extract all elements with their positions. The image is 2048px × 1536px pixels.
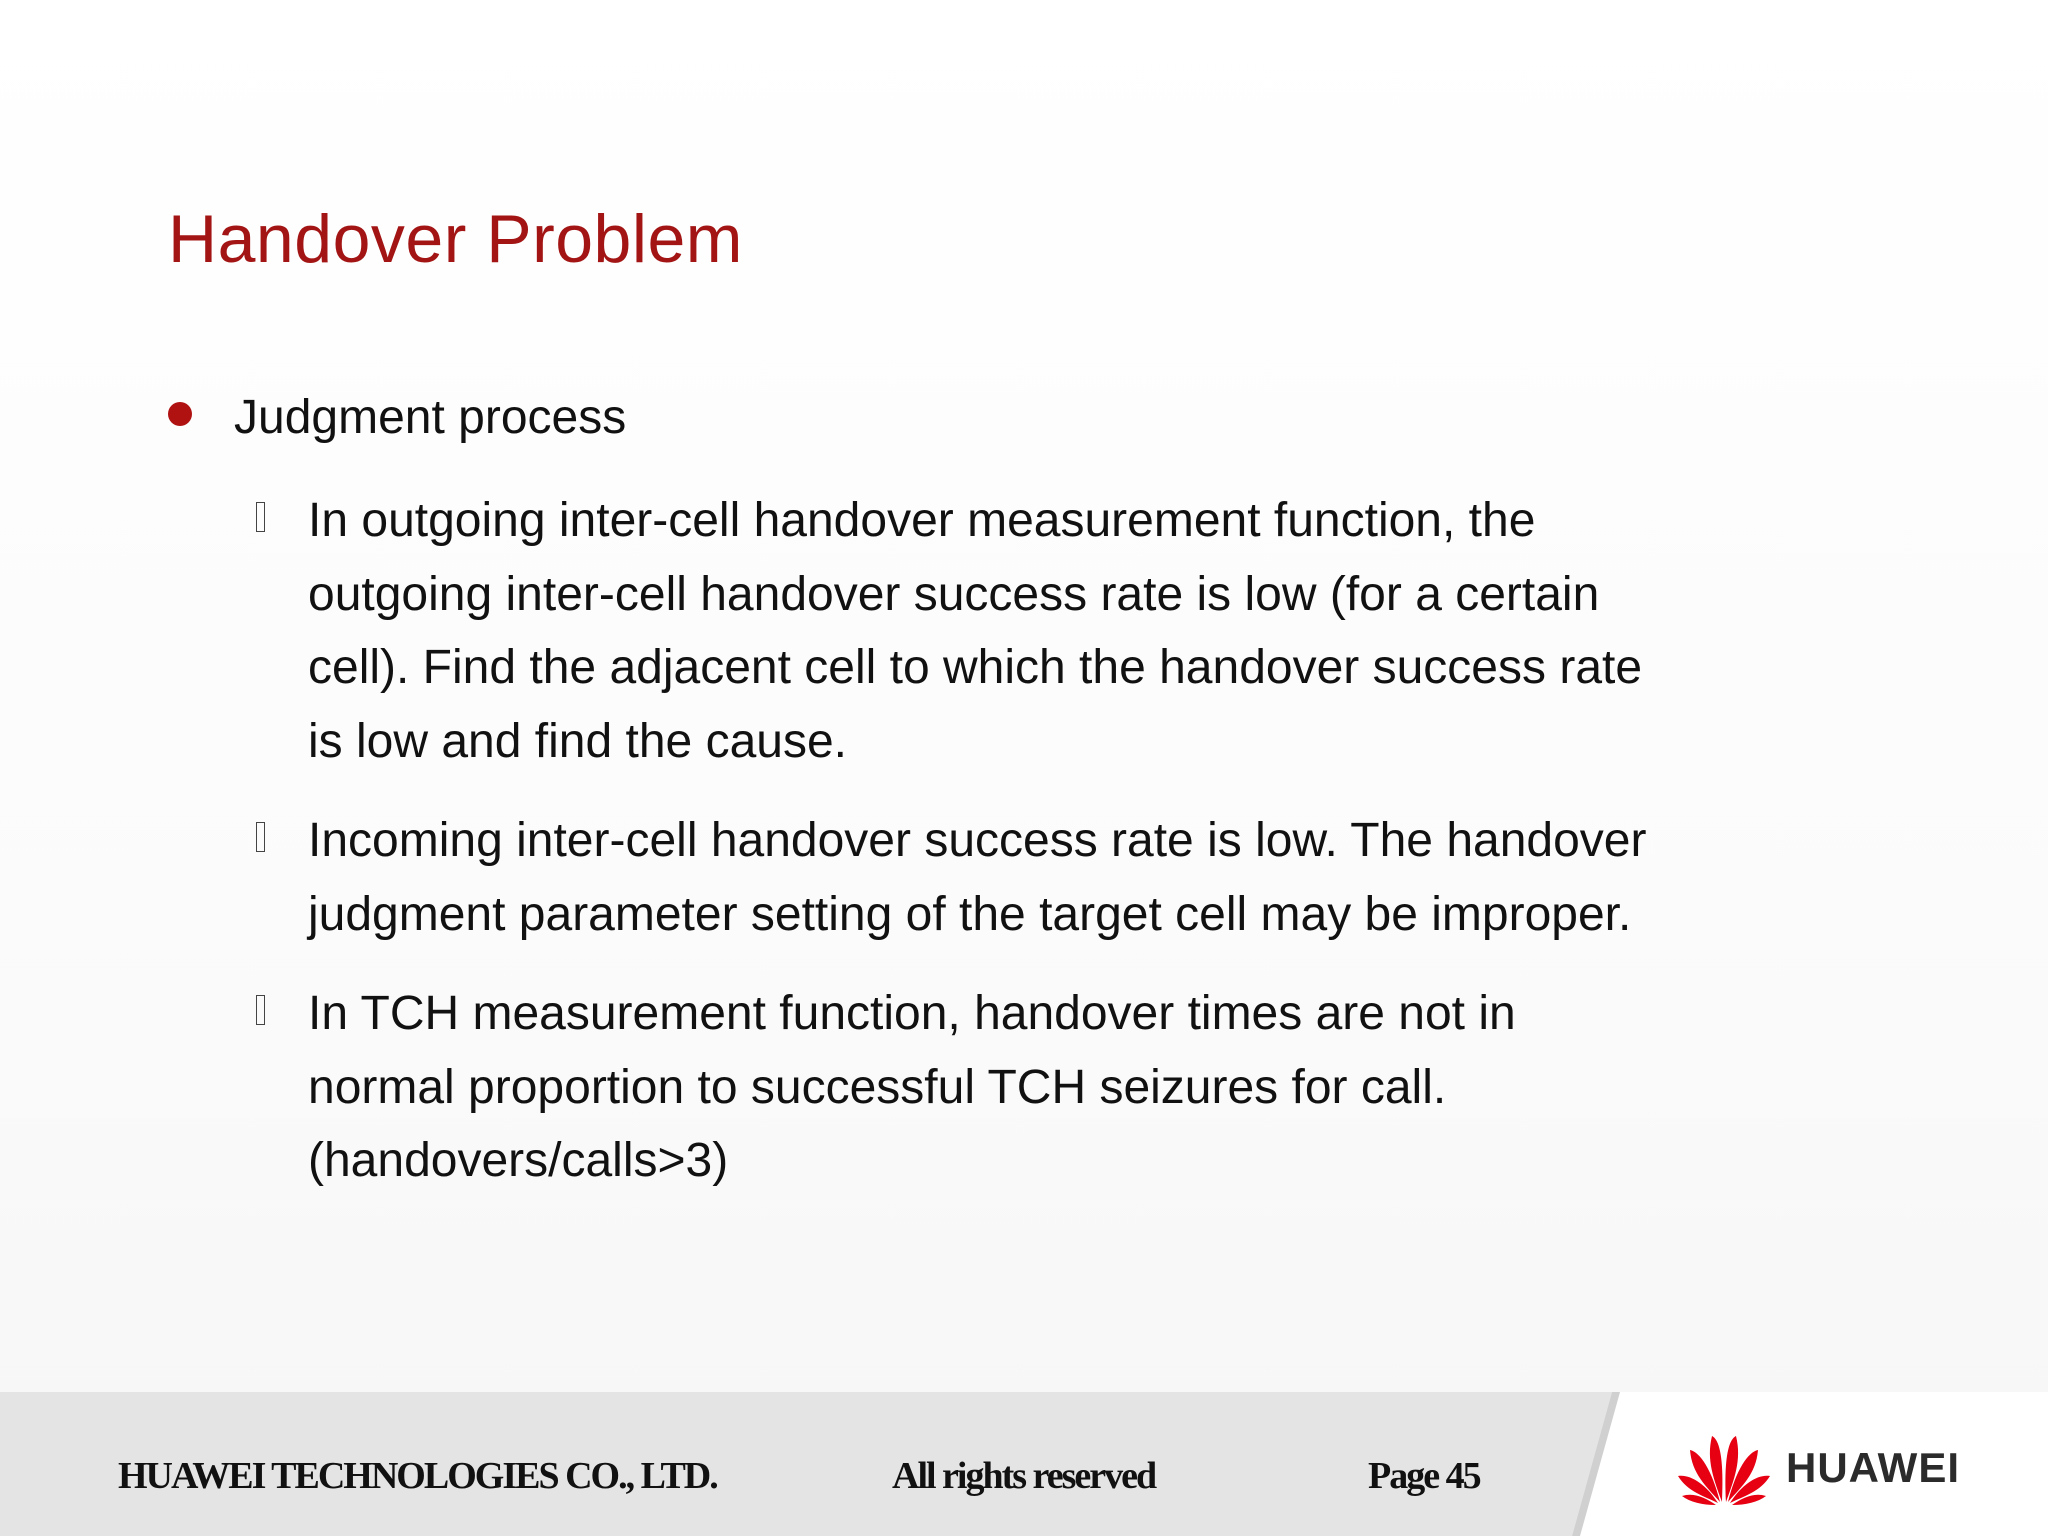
- huawei-logo: [1676, 1430, 1960, 1506]
- sub-bullet-item: [252, 977, 1672, 1198]
- sub-bullet-item: [252, 804, 1672, 951]
- huawei-flower-logo-icon: [1676, 1430, 1772, 1506]
- sub-bullet-text: Incoming inter-cell handover success rate is low. The handover judgment parameter setting of the target cell may be improper.: [308, 814, 1647, 941]
- logo-text: HUAWEI: [1786, 1444, 1960, 1491]
- bullet-dot-icon: [168, 402, 192, 426]
- sub-bullet-text: In TCH measurement function, handover times are not in normal proportion to successful TCH seizures for call. (handovers/calls>3): [308, 987, 1516, 1187]
- sub-bullet-item: [252, 484, 1672, 778]
- footer-company: HUAWEI TECHNOLOGIES CO., LTD.: [118, 1455, 717, 1497]
- footer-page-number: Page 45: [1368, 1455, 1480, 1497]
- bullet-item: [168, 390, 626, 445]
- footer-rights: All rights reserved: [892, 1455, 1156, 1497]
- sub-bullet-text: In outgoing inter-cell handover measurement function, the outgoing inter-cell handover success rate is low (for a certain cell). Find the adjacent cell to which the handover success rate is low and find the cause.: [308, 494, 1643, 768]
- slide-title: Handover Problem: [168, 201, 743, 277]
- sub-bullet-marker-icon: [252, 977, 308, 1050]
- sub-bullet-marker-icon: [252, 484, 308, 557]
- sub-bullet-list: [252, 484, 1672, 1224]
- sub-bullet-marker-icon: [252, 804, 308, 877]
- bullet-text: Judgment process: [234, 391, 627, 444]
